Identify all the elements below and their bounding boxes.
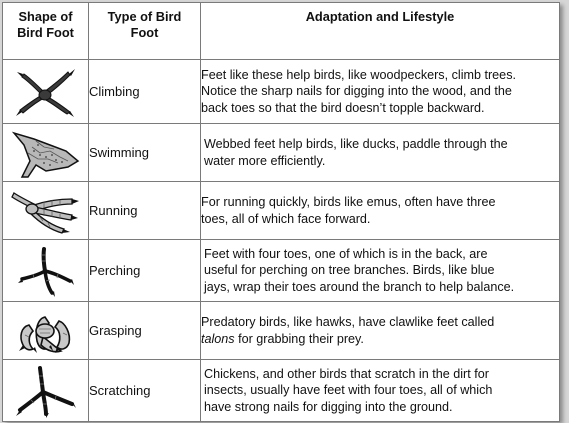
description-line: back toes so that the bird doesn’t topple backward. (201, 100, 485, 115)
table-row (3, 182, 560, 240)
table-header-row (3, 3, 560, 60)
foot-type: Grasping (89, 302, 201, 360)
foot-description (201, 302, 560, 360)
table-row (3, 124, 560, 182)
description-line (201, 331, 559, 348)
foot-description (201, 240, 560, 302)
header-shape-line1: Shape of (18, 9, 73, 24)
grasping-foot-icon (15, 307, 77, 355)
description-line: Chickens, and other birds that scratch in the dirt for (204, 366, 489, 381)
description-line: Predatory birds, like hawks, have clawlike feet called (201, 315, 495, 329)
header-shape (3, 3, 89, 60)
description-line: useful for perching on tree branches. Birds, like blue (204, 263, 495, 278)
swimming-foot-icon (10, 127, 82, 179)
description-line: Webbed feet help birds, like ducks, paddle through the (204, 137, 508, 151)
foot-cell (3, 124, 89, 182)
foot-cell (3, 360, 89, 422)
foot-type: Running (89, 182, 201, 240)
description-line: Notice the sharp nails for digging into the wood, and the (201, 84, 512, 99)
foot-description (201, 60, 560, 124)
table-row (3, 60, 560, 124)
foot-cell (3, 240, 89, 302)
foot-type: Perching (89, 240, 201, 302)
foot-cell (3, 60, 89, 124)
table-row (3, 240, 560, 302)
foot-cell (3, 182, 89, 240)
description-line: Feet like these help birds, like woodpeckers, climb trees. (201, 67, 516, 82)
scratching-foot-icon (16, 364, 76, 418)
foot-description (201, 360, 560, 422)
perching-foot-icon (18, 245, 74, 297)
header-shape-line2: Bird Foot (17, 25, 74, 40)
description-line: jays, wrap their toes around the branch to help balance. (204, 279, 515, 294)
description-line: Feet with four toes, one of which is in the back, are (204, 246, 488, 261)
description-line: For running quickly, birds like emus, often have three (201, 195, 496, 209)
description-line: water more efficiently. (204, 153, 326, 168)
bird-foot-table (2, 2, 560, 422)
worksheet (2, 2, 559, 421)
header-adaptation (201, 3, 560, 60)
foot-type: Scratching (89, 360, 201, 422)
header-adaptation-text: Adaptation and Lifestyle (305, 9, 455, 24)
foot-type: Climbing (89, 60, 201, 124)
climbing-foot-icon (14, 66, 78, 118)
header-type-line1: Type of Bird (107, 9, 182, 24)
running-foot-icon (10, 187, 82, 235)
header-type (89, 3, 201, 60)
foot-type: Swimming (89, 124, 201, 182)
talons-term: talons (201, 331, 235, 346)
description-line-rest: for grabbing their prey. (234, 331, 364, 346)
description-line: insects, usually have feet with four toes, all of which (204, 383, 493, 398)
foot-description (201, 124, 560, 182)
description-line: have strong nails for digging into the ground. (204, 399, 453, 414)
table-row (3, 360, 560, 422)
table-row (3, 302, 560, 360)
foot-cell (3, 302, 89, 360)
description-line: toes, all of which face forward. (201, 211, 371, 226)
foot-description (201, 182, 560, 240)
header-type-line2: Foot (130, 25, 159, 40)
